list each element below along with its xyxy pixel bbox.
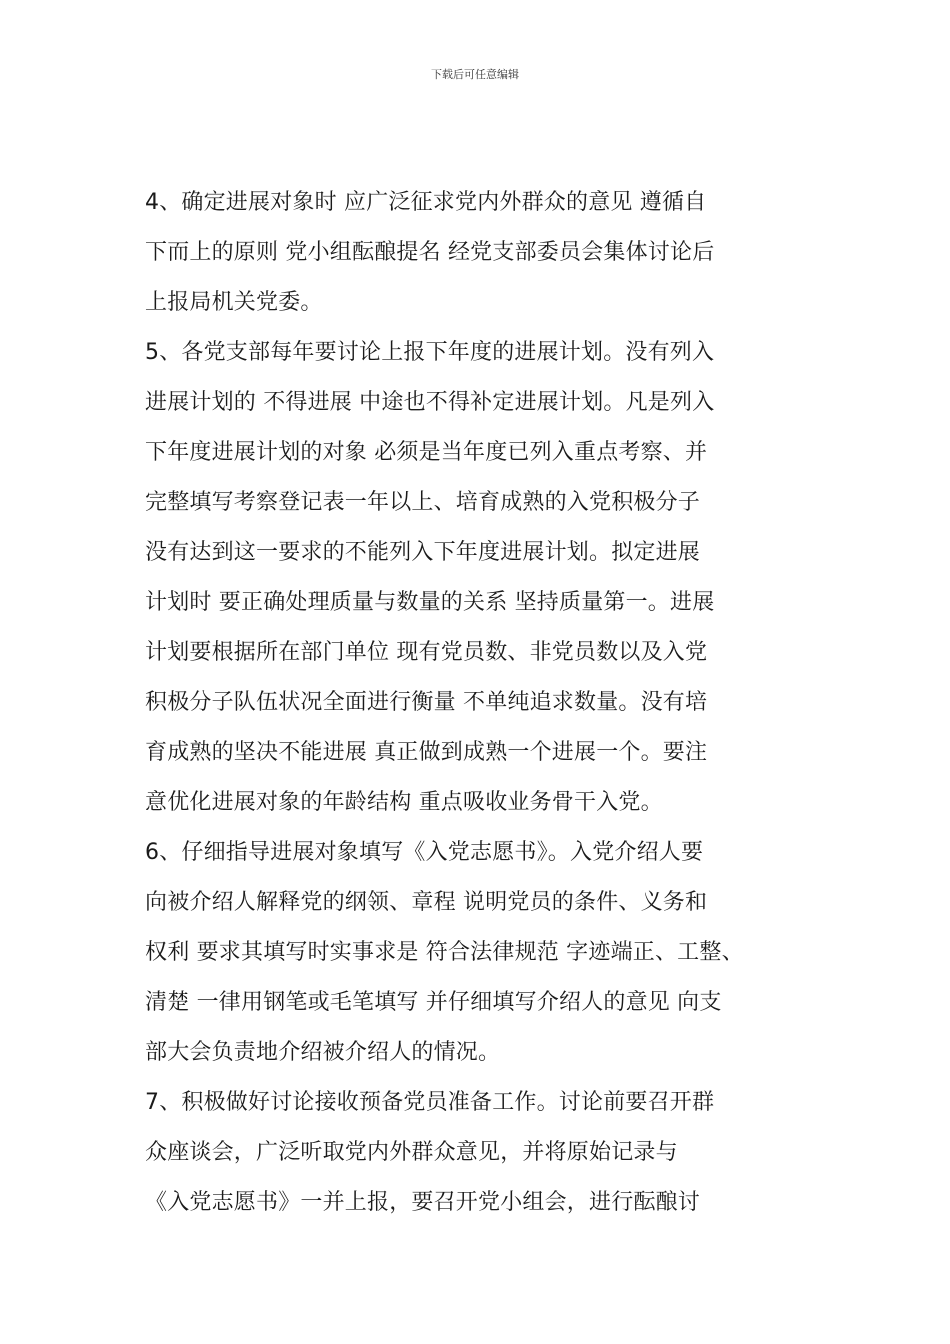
text-line: 5、各党支部每年要讨论上报下年度的进展计划。没有列入: [145, 340, 715, 365]
page-header: 下载后可任意编辑: [431, 68, 519, 81]
text-line: 4、确定进展对象时 应广泛征求党内外群众的意见 遵循自: [145, 190, 707, 215]
text-line: 7、积极做好讨论接收预备党员准备工作。讨论前要召开群: [145, 1090, 715, 1115]
document-body: [145, 178, 845, 1228]
text-line: 积极分子队伍状况全面进行衡量 不单纯追求数量。没有培: [145, 690, 708, 715]
text-line: 意优化进展对象的年龄结构 重点吸收业务骨干入党。: [145, 790, 663, 815]
text-line: 没有达到这一要求的不能列入下年度进展计划。拟定进展: [145, 540, 701, 565]
text-line: 计划时 要正确处理质量与数量的关系 坚持质量第一。进展: [145, 590, 715, 615]
text-line: 众座谈会，广泛听取党内外群众意见，并将原始记录与: [145, 1140, 678, 1165]
text-line: 下而上的原则 党小组酝酿提名 经党支部委员会集体讨论后: [145, 240, 715, 265]
text-line: 下年度进展计划的对象 必须是当年度已列入重点考察、并: [145, 440, 708, 465]
text-line: 计划要根据所在部门单位 现有党员数、非党员数以及入党: [145, 640, 708, 665]
text-line: 育成熟的坚决不能进展 真正做到成熟一个进展一个。要注: [145, 740, 708, 765]
text-line: 向被介绍人解释党的纲领、章程 说明党员的条件、义务和: [145, 890, 708, 915]
text-line: 权利 要求其填写时实事求是 符合法律规范 字迹端正、工整、: [145, 940, 744, 965]
text-line: 6、仔细指导进展对象填写《入党志愿书》。入党介绍人要: [145, 840, 704, 865]
text-line: 进展计划的 不得进展 中途也不得补定进展计划。凡是列入: [145, 390, 715, 415]
text-line: 部大会负责地介绍被介绍人的情况。: [145, 1040, 501, 1065]
text-line: 上报局机关党委。: [145, 290, 323, 315]
text-line: 《入党志愿书》一并上报，要召开党小组会，进行酝酿讨: [145, 1190, 701, 1215]
text-line: 清楚 一律用钢笔或毛笔填写 并仔细填写介绍人的意见 向支: [145, 990, 722, 1015]
text-line: 完整填写考察登记表一年以上、培育成熟的入党积极分子: [145, 490, 701, 515]
